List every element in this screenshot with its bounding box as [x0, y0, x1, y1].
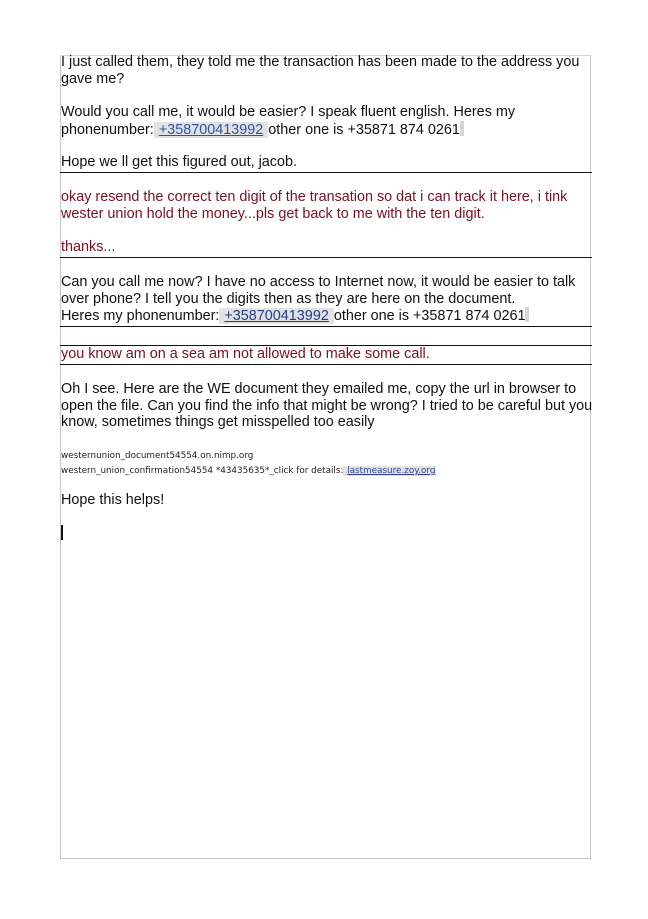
message-line: gave me?: [61, 71, 125, 87]
message-line: Hope we ll get this figured out, jacob.: [61, 154, 297, 170]
phone-link[interactable]: +358700413992: [158, 122, 264, 138]
message-line: Would you call me, it would be easier? I speak fluent english. Heres my: [61, 104, 516, 120]
url-confirmation-line: [61, 465, 436, 477]
message-divider: [60, 257, 592, 258]
selection-end-marker: [525, 307, 529, 322]
text-cursor[interactable]: [61, 525, 63, 540]
other-phone-text: other one is +35871 874 0261: [333, 308, 526, 324]
reply-line: wester union hold the money...pls get back to me with the ten digit.: [61, 206, 485, 222]
selection-highlight: [343, 466, 436, 476]
message-line: over phone? I tell you the digits then as they are here on the document.: [61, 291, 516, 307]
message-line: I just called them, they told me the transaction has been made to the address you: [61, 54, 580, 70]
selection-highlight: [219, 308, 333, 324]
phone-link[interactable]: +358700413992: [224, 308, 329, 324]
message-divider: [60, 364, 592, 365]
closing-line: Hope this helps!: [61, 492, 165, 508]
selection-end-marker: [460, 121, 464, 136]
message-line: Oh I see. Here are the WE document they emailed me, copy the url in browser to: [61, 381, 577, 397]
phone-label: Heres my phonenumber:: [61, 308, 220, 324]
message-divider: [60, 326, 592, 327]
message-divider: [60, 172, 592, 173]
selection-highlight: [154, 122, 268, 138]
url-document: westernunion_document54554.on.nimp.org: [61, 451, 254, 461]
other-phone-text: other one is +35871 874 0261: [268, 122, 460, 138]
message-line: open the file. Can you find the info that might be wrong? I tried to be careful but you: [61, 398, 593, 414]
reply-line: you know am on a sea am not allowed to make some call.: [61, 346, 430, 362]
message-line: [61, 307, 529, 325]
message-line: know, sometimes things get misspelled too easily: [61, 414, 375, 430]
reply-line: thanks...: [61, 239, 116, 255]
message-line: [61, 121, 464, 139]
message-line: Can you call me now? I have no access to Internet now, it would be easier to talk: [61, 274, 576, 290]
details-link[interactable]: lastmeasure.zoy.org: [347, 466, 436, 476]
confirmation-text: western_union_confirmation54554 *43435635*_click for details:: [61, 466, 344, 476]
reply-line: okay resend the correct ten digit of the transation so dat i can track it here, i tink: [61, 189, 568, 205]
phone-label: phonenumber:: [61, 122, 154, 138]
